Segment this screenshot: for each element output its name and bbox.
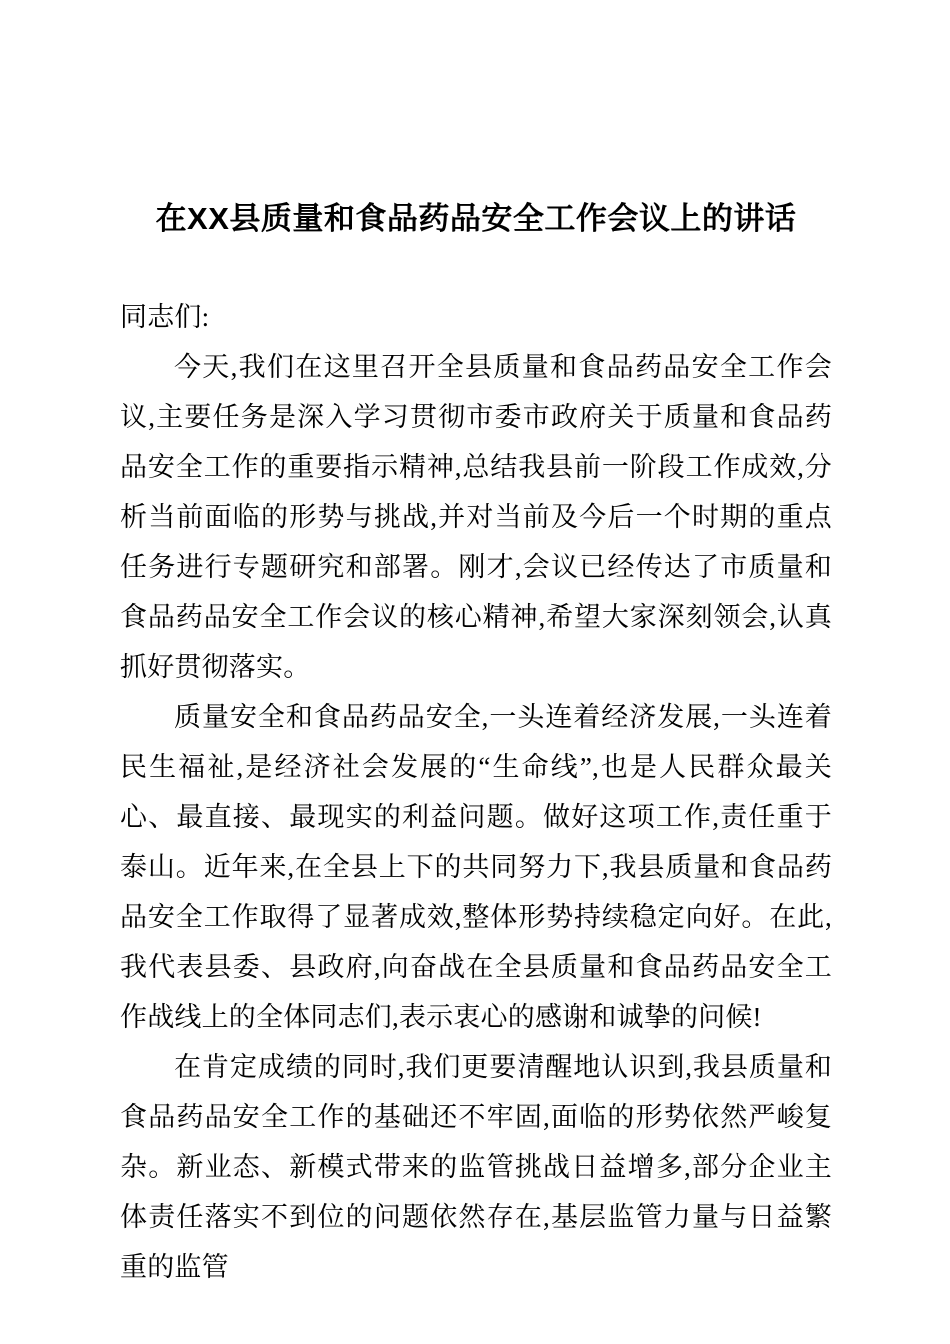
body-paragraph: 在肯定成绩的同时,我们更要清醒地认识到,我县质量和食品药品安全工作的基础还不牢固,面临的形势依然严峻复杂。新业态、新模式带来的监管挑战日益增多,部分企业主体责任落实不到位的问题依然存在,基层监管力量与日益繁重的监管 xyxy=(120,1052,832,1282)
paragraph-list xyxy=(120,342,832,1292)
page-title: 在XX县质量和食品药品安全工作会议上的讲话 xyxy=(155,201,797,236)
salutation: 同志们: xyxy=(120,302,210,332)
body-paragraph: 质量安全和食品药品安全,一头连着经济发展,一头连着民生福祉,是经济社会发展的“生命线”,也是人民群众最关心、最直接、最现实的利益问题。做好这项工作,责任重于泰山。近年来,在全县上下的共同努力下,我县质量和食品药品安全工作取得了显著成效,整体形势持续稳定向好。在此,我代表县委、县政府,向奋战在全县质量和食品药品安全工作战线上的全体同志们,表示衷心的感谢和诚挚的问候! xyxy=(120,702,832,1032)
body-paragraph: 今天,我们在这里召开全县质量和食品药品安全工作会议,主要任务是深入学习贯彻市委市政府关于质量和食品药品安全工作的重要指示精神,总结我县前一阶段工作成效,分析当前面临的形势与挑战,并对当前及今后一个时期的重点任务进行专题研究和部署。刚才,会议已经传达了市质量和食品药品安全工作会议的核心精神,希望大家深刻领会,认真抓好贯彻落实。 xyxy=(120,352,832,682)
